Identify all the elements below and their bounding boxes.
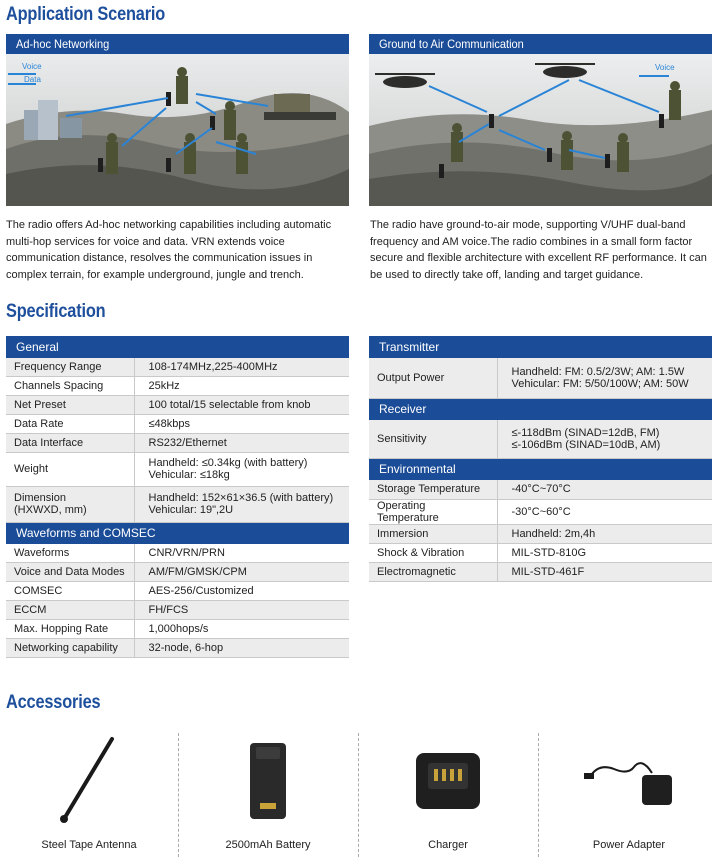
spec-key: Max. Hopping Rate	[6, 619, 134, 638]
accessory-label: Charger	[428, 839, 468, 851]
spec-value: 1,000hops/s	[134, 619, 349, 638]
accessory-label: 2500mAh Battery	[225, 839, 311, 851]
spec-value: MIL-STD-810G	[497, 543, 712, 562]
spec-value: ≤-106dBm (SINAD=10dB, AM)	[511, 438, 661, 451]
spec-value: Handheld: 152×61×36.5 (with battery)	[148, 492, 334, 504]
spec-value: Vehicular: FM: 5/50/100W; AM: 50W	[511, 377, 689, 390]
spec-table-left	[6, 336, 349, 658]
table-row	[369, 480, 712, 499]
accessory-label: Steel Tape Antenna	[41, 839, 137, 851]
spec-value: Handheld: FM: 0.5/2/3W; AM: 1.5W	[511, 365, 685, 378]
spec-key: Net Preset	[6, 395, 134, 414]
spec-value: MIL-STD-461F	[497, 562, 712, 581]
general-header: General	[6, 336, 349, 358]
spec-key: Channels Spacing	[6, 376, 134, 395]
table-row	[369, 543, 712, 562]
battery-icon	[178, 733, 358, 829]
spec-value: Vehicular: ≤18kg	[148, 469, 230, 481]
spec-value: Handheld: ≤0.34kg (with battery)	[148, 457, 308, 469]
spec-value: Vehicular: 19",2U	[148, 504, 234, 516]
spec-key: Data Rate	[6, 414, 134, 433]
scenario-ad-hoc-title: Ad-hoc Networking	[16, 37, 110, 51]
spec-value: FH/FCS	[134, 600, 349, 619]
spec-key: (HXWXD, mm)	[14, 504, 87, 516]
spec-value: AM/FM/GMSK/CPM	[134, 562, 349, 581]
scene-voice-label: Voice	[22, 62, 42, 71]
spec-key: Frequency Range	[6, 358, 134, 376]
scenario-ground-air-image	[369, 54, 712, 206]
scenario-ground-air-text: The radio have ground-to-air mode, supporting V/UHF dual-band frequency and AM voice.The radio combines in a small form factor secure and flexible architecture with excellent RF performance. It can be used to directly take off, landing and target guidance.	[370, 219, 707, 281]
accessory-battery	[178, 733, 358, 857]
spec-value: RS232/Ethernet	[134, 433, 349, 452]
table-row	[6, 395, 349, 414]
table-row	[6, 638, 349, 657]
scenario-ground-air-title: Ground to Air Communication	[379, 37, 524, 51]
antenna-icon	[0, 733, 178, 829]
table-row	[6, 581, 349, 600]
spec-key: Output Power	[369, 358, 497, 398]
spec-key: Waveforms	[6, 544, 134, 562]
receiver-header: Receiver	[369, 398, 712, 420]
scene-voice-label-2: Voice	[655, 63, 675, 72]
accessory-label: Power Adapter	[592, 839, 666, 851]
table-row	[6, 562, 349, 581]
spec-value: 25kHz	[134, 376, 349, 395]
spec-key: COMSEC	[6, 581, 134, 600]
charger-icon	[358, 733, 538, 829]
spec-key: Data Interface	[6, 433, 134, 452]
table-row	[369, 358, 712, 398]
scenario-ad-hoc-text: The radio offers Ad-hoc networking capabilities including automatic multi-hop services for voice and data. VRN extends voice communication distance, resolves the communication issues in complex terrain, for example underground, jungle and trench.	[6, 219, 332, 281]
spec-key: ECCM	[6, 600, 134, 619]
scenario-heading: Application Scenario	[6, 4, 166, 25]
spec-key: Sensitivity	[369, 420, 497, 458]
accessory-antenna	[0, 733, 178, 857]
table-row	[6, 358, 349, 376]
spec-key: Storage Temperature	[369, 480, 497, 499]
spec-value: Handheld: 2m,4h	[497, 524, 712, 543]
scenario-ad-hoc-header	[6, 34, 349, 54]
table-row	[6, 544, 349, 562]
table-row	[6, 433, 349, 452]
scenario-ground-air-header	[369, 34, 712, 54]
spec-value: 108-174MHz,225-400MHz	[134, 358, 349, 376]
table-row	[369, 499, 712, 524]
spec-value: 100 total/15 selectable from knob	[134, 395, 349, 414]
scene-data-label: Data	[24, 75, 41, 84]
spec-table-right	[369, 336, 712, 582]
accessories-heading: Accessories	[6, 692, 101, 713]
accessory-charger	[358, 733, 538, 857]
table-row	[6, 600, 349, 619]
spec-key: Dimension	[14, 492, 66, 504]
waveforms-header: Waveforms and COMSEC	[6, 522, 349, 544]
spec-key: Operating Temperature	[369, 499, 497, 524]
table-row	[6, 452, 349, 486]
scenario-ad-hoc-image	[6, 54, 349, 206]
spec-key: Weight	[6, 452, 134, 486]
spec-key: Electromagnetic	[369, 562, 497, 581]
environmental-header: Environmental	[369, 458, 712, 480]
transmitter-header: Transmitter	[369, 336, 712, 358]
spec-key: Networking capability	[6, 638, 134, 657]
spec-value: ≤-118dBm (SINAD=12dB, FM)	[511, 426, 660, 439]
table-row	[369, 562, 712, 581]
spec-value: ≤48kbps	[134, 414, 349, 433]
table-row	[6, 486, 349, 522]
spec-value: CNR/VRN/PRN	[134, 544, 349, 562]
spec-value: -40°C~70°C	[497, 480, 712, 499]
power-adapter-icon	[538, 733, 720, 829]
spec-heading: Specification	[6, 301, 106, 322]
spec-value: AES-256/Customized	[134, 581, 349, 600]
spec-key: Shock & Vibration	[369, 543, 497, 562]
spec-key: Immersion	[369, 524, 497, 543]
spec-value: 32-node, 6-hop	[134, 638, 349, 657]
table-row	[6, 414, 349, 433]
accessory-power-adapter	[538, 733, 720, 857]
spec-key: Voice and Data Modes	[6, 562, 134, 581]
spec-value: -30°C~60°C	[497, 499, 712, 524]
table-row	[6, 619, 349, 638]
table-row	[369, 524, 712, 543]
table-row	[6, 376, 349, 395]
table-row	[369, 420, 712, 458]
